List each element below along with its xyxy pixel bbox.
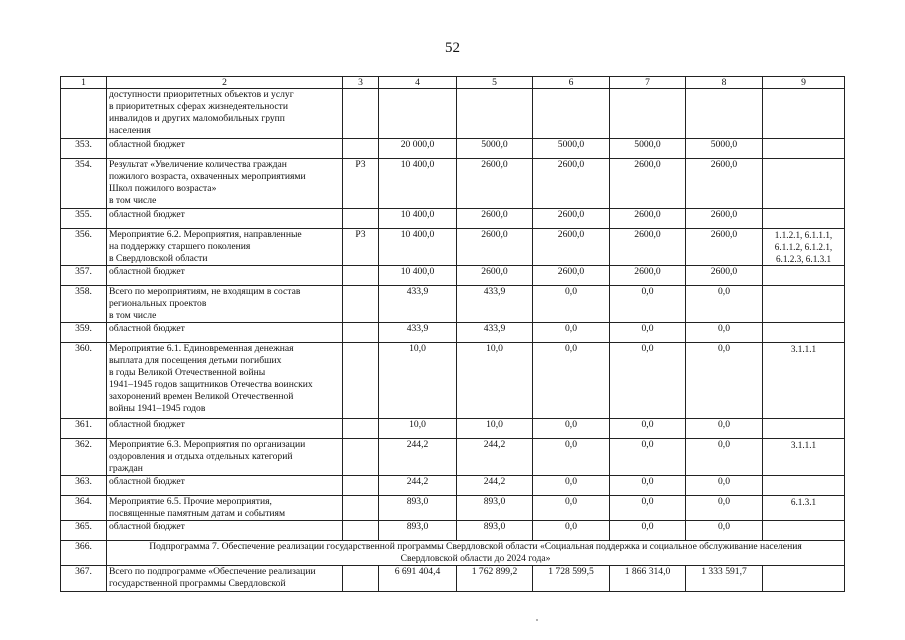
value-year-2 [533,89,610,139]
row-code [343,209,379,229]
row-code [343,89,379,139]
value-year-1: 433,9 [457,323,533,343]
row-code [343,286,379,323]
value-year-3: 0,0 [610,439,686,476]
value-year-1: 433,9 [457,286,533,323]
value-total: 10 400,0 [379,266,457,286]
value-total: 433,9 [379,323,457,343]
value-year-1: 2600,0 [457,159,533,209]
value-year-1: 893,0 [457,496,533,521]
row-number [61,89,107,139]
row-target-refs [763,476,845,496]
value-year-3: 0,0 [610,343,686,419]
value-total [379,89,457,139]
value-year-2: 2600,0 [533,159,610,209]
value-year-3: 2600,0 [610,229,686,266]
value-year-1: 2600,0 [457,266,533,286]
header-cell: 7 [610,77,686,89]
row-target-refs [763,159,845,209]
value-year-3: 1 866 314,0 [610,566,686,592]
row-target-refs [763,286,845,323]
table-row [61,266,845,286]
value-year-4: 2600,0 [686,229,763,266]
value-year-2: 0,0 [533,476,610,496]
row-name: доступности приоритетных объектов и услуг в приоритетных сферах жизнедеятельности инвалидов и других маломобильных групп населения [107,89,343,139]
header-cell: 2 [107,77,343,89]
value-year-2: 2600,0 [533,209,610,229]
row-target-refs [763,521,845,541]
value-total: 6 691 404,4 [379,566,457,592]
value-year-2: 0,0 [533,521,610,541]
table-row [61,566,845,592]
row-name: областной бюджет [107,323,343,343]
subprogram-row [61,541,845,566]
value-year-3: 0,0 [610,419,686,439]
row-number: 366. [61,541,107,566]
row-number: 362. [61,439,107,476]
row-code [343,566,379,592]
row-number: 358. [61,286,107,323]
value-year-1: 5000,0 [457,139,533,159]
row-code: Р3 [343,159,379,209]
value-year-4: 2600,0 [686,159,763,209]
value-year-4: 0,0 [686,323,763,343]
row-name: областной бюджет [107,419,343,439]
row-number: 356. [61,229,107,266]
value-year-2: 0,0 [533,323,610,343]
row-number: 363. [61,476,107,496]
value-year-4: 2600,0 [686,209,763,229]
value-year-4: 0,0 [686,286,763,323]
row-code [343,476,379,496]
value-year-3: 5000,0 [610,139,686,159]
header-cell: 1 [61,77,107,89]
table-row [61,229,845,266]
value-year-1: 1 762 899,2 [457,566,533,592]
header-cell: 5 [457,77,533,89]
row-name: Результат «Увеличение количества граждан пожилого возраста, охваченных мероприятиями Школ пожилого возраста» в том числе [107,159,343,209]
row-code [343,323,379,343]
table-row [61,343,845,419]
value-total: 10 400,0 [379,229,457,266]
row-number: 359. [61,323,107,343]
value-year-3: 0,0 [610,323,686,343]
row-target-refs: 3.1.1.1 [763,439,845,476]
table-row [61,209,845,229]
value-year-4: 0,0 [686,521,763,541]
row-number: 353. [61,139,107,159]
value-year-1: 10,0 [457,343,533,419]
header-cell: 9 [763,77,845,89]
value-year-3: 2600,0 [610,159,686,209]
value-year-1 [457,89,533,139]
table-row [61,476,845,496]
table-row [61,139,845,159]
value-year-3: 0,0 [610,476,686,496]
row-target-refs: 1.1.2.1, 6.1.1.1, 6.1.1.2, 6.1.2.1, 6.1.2.3, 6.1.3.1 [763,229,845,266]
table-row [61,323,845,343]
value-total: 10,0 [379,419,457,439]
value-total: 893,0 [379,521,457,541]
table-row [61,496,845,521]
value-year-4 [686,89,763,139]
row-code [343,266,379,286]
row-number: 354. [61,159,107,209]
value-year-1: 2600,0 [457,209,533,229]
value-year-4: 0,0 [686,439,763,476]
value-year-1: 244,2 [457,476,533,496]
value-year-4: 0,0 [686,496,763,521]
scan-speck [536,619,538,621]
row-target-refs [763,209,845,229]
value-total: 10 400,0 [379,209,457,229]
value-year-1: 2600,0 [457,229,533,266]
row-target-refs [763,266,845,286]
value-total: 244,2 [379,439,457,476]
value-year-1: 893,0 [457,521,533,541]
row-number: 364. [61,496,107,521]
row-name: областной бюджет [107,521,343,541]
row-name: областной бюджет [107,209,343,229]
row-name: областной бюджет [107,139,343,159]
value-total: 10,0 [379,343,457,419]
table-row [61,419,845,439]
value-year-4: 0,0 [686,476,763,496]
row-name: областной бюджет [107,476,343,496]
value-year-4: 1 333 591,7 [686,566,763,592]
value-year-3: 0,0 [610,521,686,541]
row-target-refs [763,566,845,592]
row-target-refs: 3.1.1.1 [763,343,845,419]
row-code [343,343,379,419]
row-number: 367. [61,566,107,592]
value-year-3: 0,0 [610,496,686,521]
table-row [61,286,845,323]
row-code [343,439,379,476]
row-name: Мероприятие 6.3. Мероприятия по организации оздоровления и отдыха отдельных категорий граждан [107,439,343,476]
value-year-3 [610,89,686,139]
value-year-4: 5000,0 [686,139,763,159]
row-number: 361. [61,419,107,439]
table-row [61,89,845,139]
header-cell: 8 [686,77,763,89]
value-year-4: 2600,0 [686,266,763,286]
value-year-2: 0,0 [533,419,610,439]
subprogram-title: Подпрограмма 7. Обеспечение реализации государственной программы Свердловской области «Социальная поддержка и социальное обслуживание населения Свердловской области до 2024 года» [107,541,845,566]
value-total: 10 400,0 [379,159,457,209]
row-number: 365. [61,521,107,541]
table-row [61,521,845,541]
value-year-2: 0,0 [533,286,610,323]
value-total: 244,2 [379,476,457,496]
value-total: 20 000,0 [379,139,457,159]
value-year-2: 2600,0 [533,229,610,266]
header-cell: 6 [533,77,610,89]
value-year-4: 0,0 [686,343,763,419]
row-code [343,521,379,541]
value-year-2: 0,0 [533,439,610,476]
budget-table [60,76,845,592]
row-target-refs [763,323,845,343]
value-year-2: 2600,0 [533,266,610,286]
row-name: Всего по мероприятиям, не входящим в состав региональных проектов в том числе [107,286,343,323]
row-number: 357. [61,266,107,286]
row-number: 360. [61,343,107,419]
table-row [61,439,845,476]
table-row [61,159,845,209]
value-year-3: 2600,0 [610,266,686,286]
row-name: Мероприятие 6.2. Мероприятия, направленные на поддержку старшего поколения в Свердловской области [107,229,343,266]
value-year-4: 0,0 [686,419,763,439]
value-year-1: 244,2 [457,439,533,476]
value-year-2: 5000,0 [533,139,610,159]
row-name: Мероприятие 6.1. Единовременная денежная выплата для посещения детьми погибших в годы Великой Отечественной войны 1941–1945 годов защитников Отечества воинских захоронений времен Великой Отечественной войны 1941–1945 годов [107,343,343,419]
header-row [61,77,845,89]
value-year-2: 0,0 [533,496,610,521]
row-target-refs [763,89,845,139]
value-year-3: 0,0 [610,286,686,323]
row-target-refs: 6.1.3.1 [763,496,845,521]
row-target-refs [763,419,845,439]
value-year-3: 2600,0 [610,209,686,229]
row-code [343,139,379,159]
row-target-refs [763,139,845,159]
row-name: Мероприятие 6.5. Прочие мероприятия, посвященные памятным датам и событиям [107,496,343,521]
page-number: 52 [445,40,460,56]
header-cell: 4 [379,77,457,89]
value-year-1: 10,0 [457,419,533,439]
row-code [343,496,379,521]
row-name: Всего по подпрограмме «Обеспечение реализации государственной программы Свердловской [107,566,343,592]
header-cell: 3 [343,77,379,89]
value-year-2: 1 728 599,5 [533,566,610,592]
row-number: 355. [61,209,107,229]
value-total: 893,0 [379,496,457,521]
row-name: областной бюджет [107,266,343,286]
row-code [343,419,379,439]
value-total: 433,9 [379,286,457,323]
row-code: Р3 [343,229,379,266]
value-year-2: 0,0 [533,343,610,419]
